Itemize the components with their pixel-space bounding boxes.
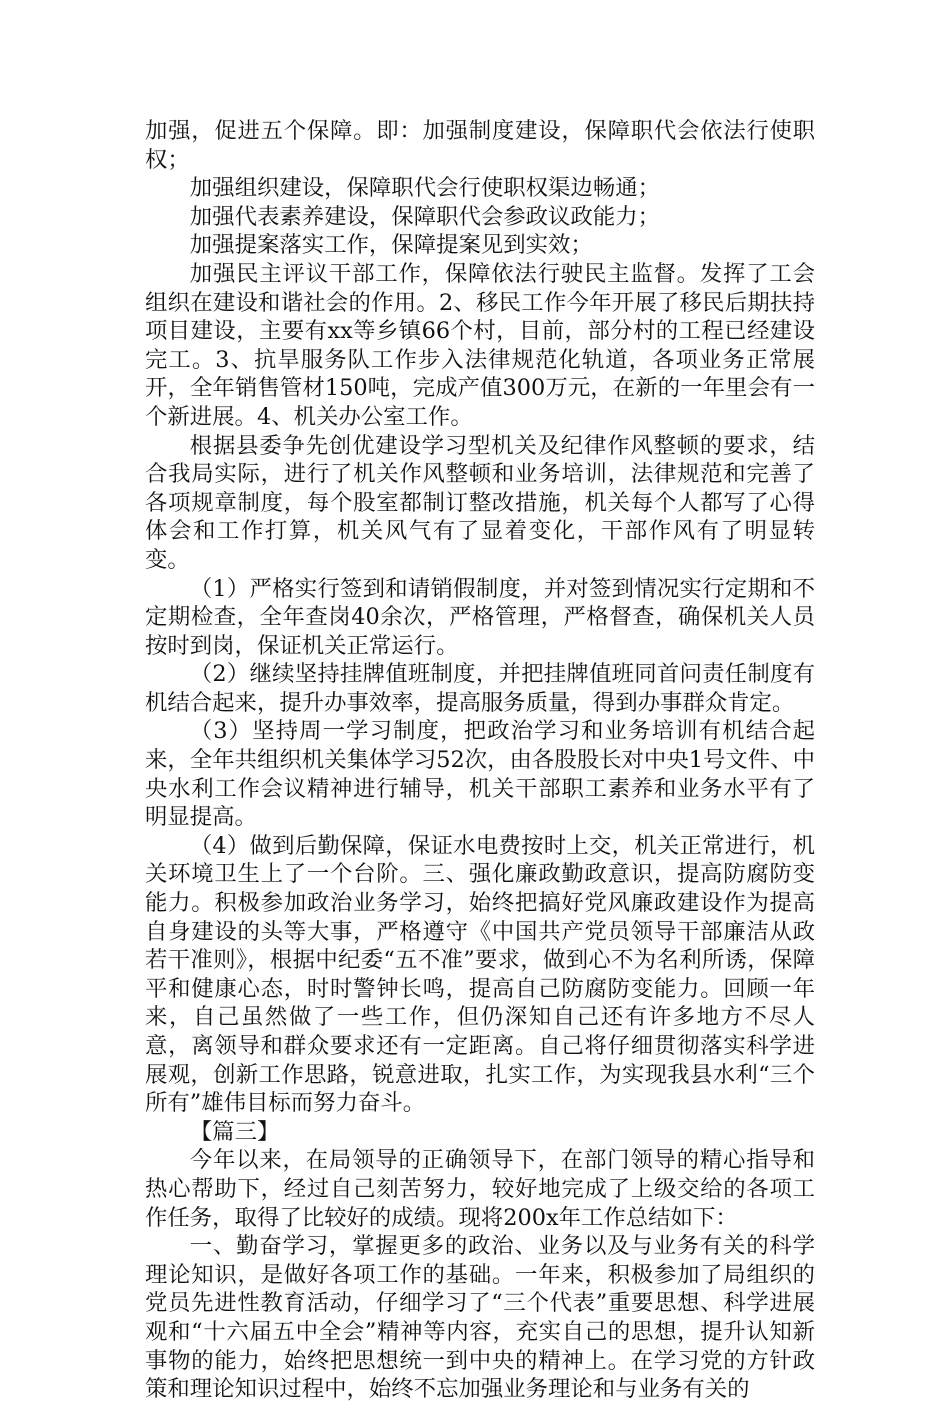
paragraph: 今年以来，在局领导的正确领导下，在部门领导的精心指导和热心帮助下，经过自己刻苦努力，较好地完成了上级交给的各项工作任务，取得了比较好的成绩。现将200x年工作总结如下：	[145, 1147, 815, 1231]
paragraph: 一、勤奋学习，掌握更多的政治、业务以及与业务有关的科学理论知识，是做好各项工作的基础。一年来，积极参加了局组织的党员先进性教育活动，仔细学习了“三个代表”重要思想、科学进展观和“十六届五中全会”精神等内容，充实自己的思想，提升认知新事物的能力，始终把思想统一到中央的精神上。在学习党的方针政策和理论知识过程中，始终不忘加强业务理论和与业务有关的	[145, 1233, 815, 1403]
section-heading: 【篇三】	[189, 1118, 280, 1145]
paragraph: （1）严格实行签到和请销假制度，并对签到情况实行定期和不定期检查，全年查岗40余次，严格管理，严格督查，确保机关人员按时到岗，保证机关正常运行。	[145, 575, 815, 659]
paragraph: 加强组织建设，保障职代会行使职权渠边畅通；	[189, 175, 660, 202]
document-body	[145, 117, 815, 1404]
paragraph: 加强民主评议干部工作，保障依法行驶民主监督。发挥了工会组织在建设和谐社会的作用。2、移民工作今年开展了移民后期扶持项目建设，主要有xx等乡镇66个村，目前，部分村的工程已经建设完工。3、抗旱服务队工作步入法律规范化轨道，各项业务正常展开，全年销售管材150吨，完成产值300万元，在新的一年里会有一个新进展。4、机关办公室工作。	[145, 260, 815, 430]
paragraph: （3）坚持周一学习制度，把政治学习和业务培训有机结合起来，全年共组织机关集体学习52次，由各股股长对中央1号文件、中央水利工作会议精神进行辅导，机关干部职工素养和业务水平有了明显提高。	[145, 718, 815, 831]
paragraph: （4）做到后勤保障，保证水电费按时上交，机关正常进行，机关环境卫生上了一个台阶。三、强化廉政勤政意识，提高防腐防变能力。积极参加政治业务学习，始终把搞好党风廉政建设作为提高自身建设的头等大事，严格遵守《中国共产党员领导干部廉洁从政若干准则》，根据中纪委“五不准”要求，做到心不为名利所诱，保障平和健康心态，时时警钟长鸣，提高自己防腐防变能力。回顾一年来，自己虽然做了一些工作，但仍深知自己还有许多地方不尽人意，离领导和群众要求还有一定距离。自己将仔细贯彻落实科学进展观，创新工作思路，锐意进取，扎实工作，为实现我县水利“三个所有”雄伟目标而努力奋斗。	[145, 832, 815, 1117]
paragraph: 根据县委争先创优建设学习型机关及纪律作风整顿的要求，结合我局实际，进行了机关作风整顿和业务培训，法律规范和完善了各项规章制度，每个股室都制订整改措施，机关每个人都写了心得体会和工作打算，机关风气有了显着变化，干部作风有了明显转变。	[145, 432, 815, 573]
paragraph: 加强提案落实工作，保障提案见到实效；	[189, 232, 593, 259]
paragraph: （2）继续坚持挂牌值班制度，并把挂牌值班同首问责任制度有机结合起来，提升办事效率，提高服务质量，得到办事群众肯定。	[145, 661, 815, 716]
paragraph: 加强，促进五个保障。即：加强制度建设，保障职代会依法行使职权；	[145, 118, 815, 173]
paragraph: 加强代表素养建设，保障职代会参政议政能力；	[189, 203, 660, 230]
